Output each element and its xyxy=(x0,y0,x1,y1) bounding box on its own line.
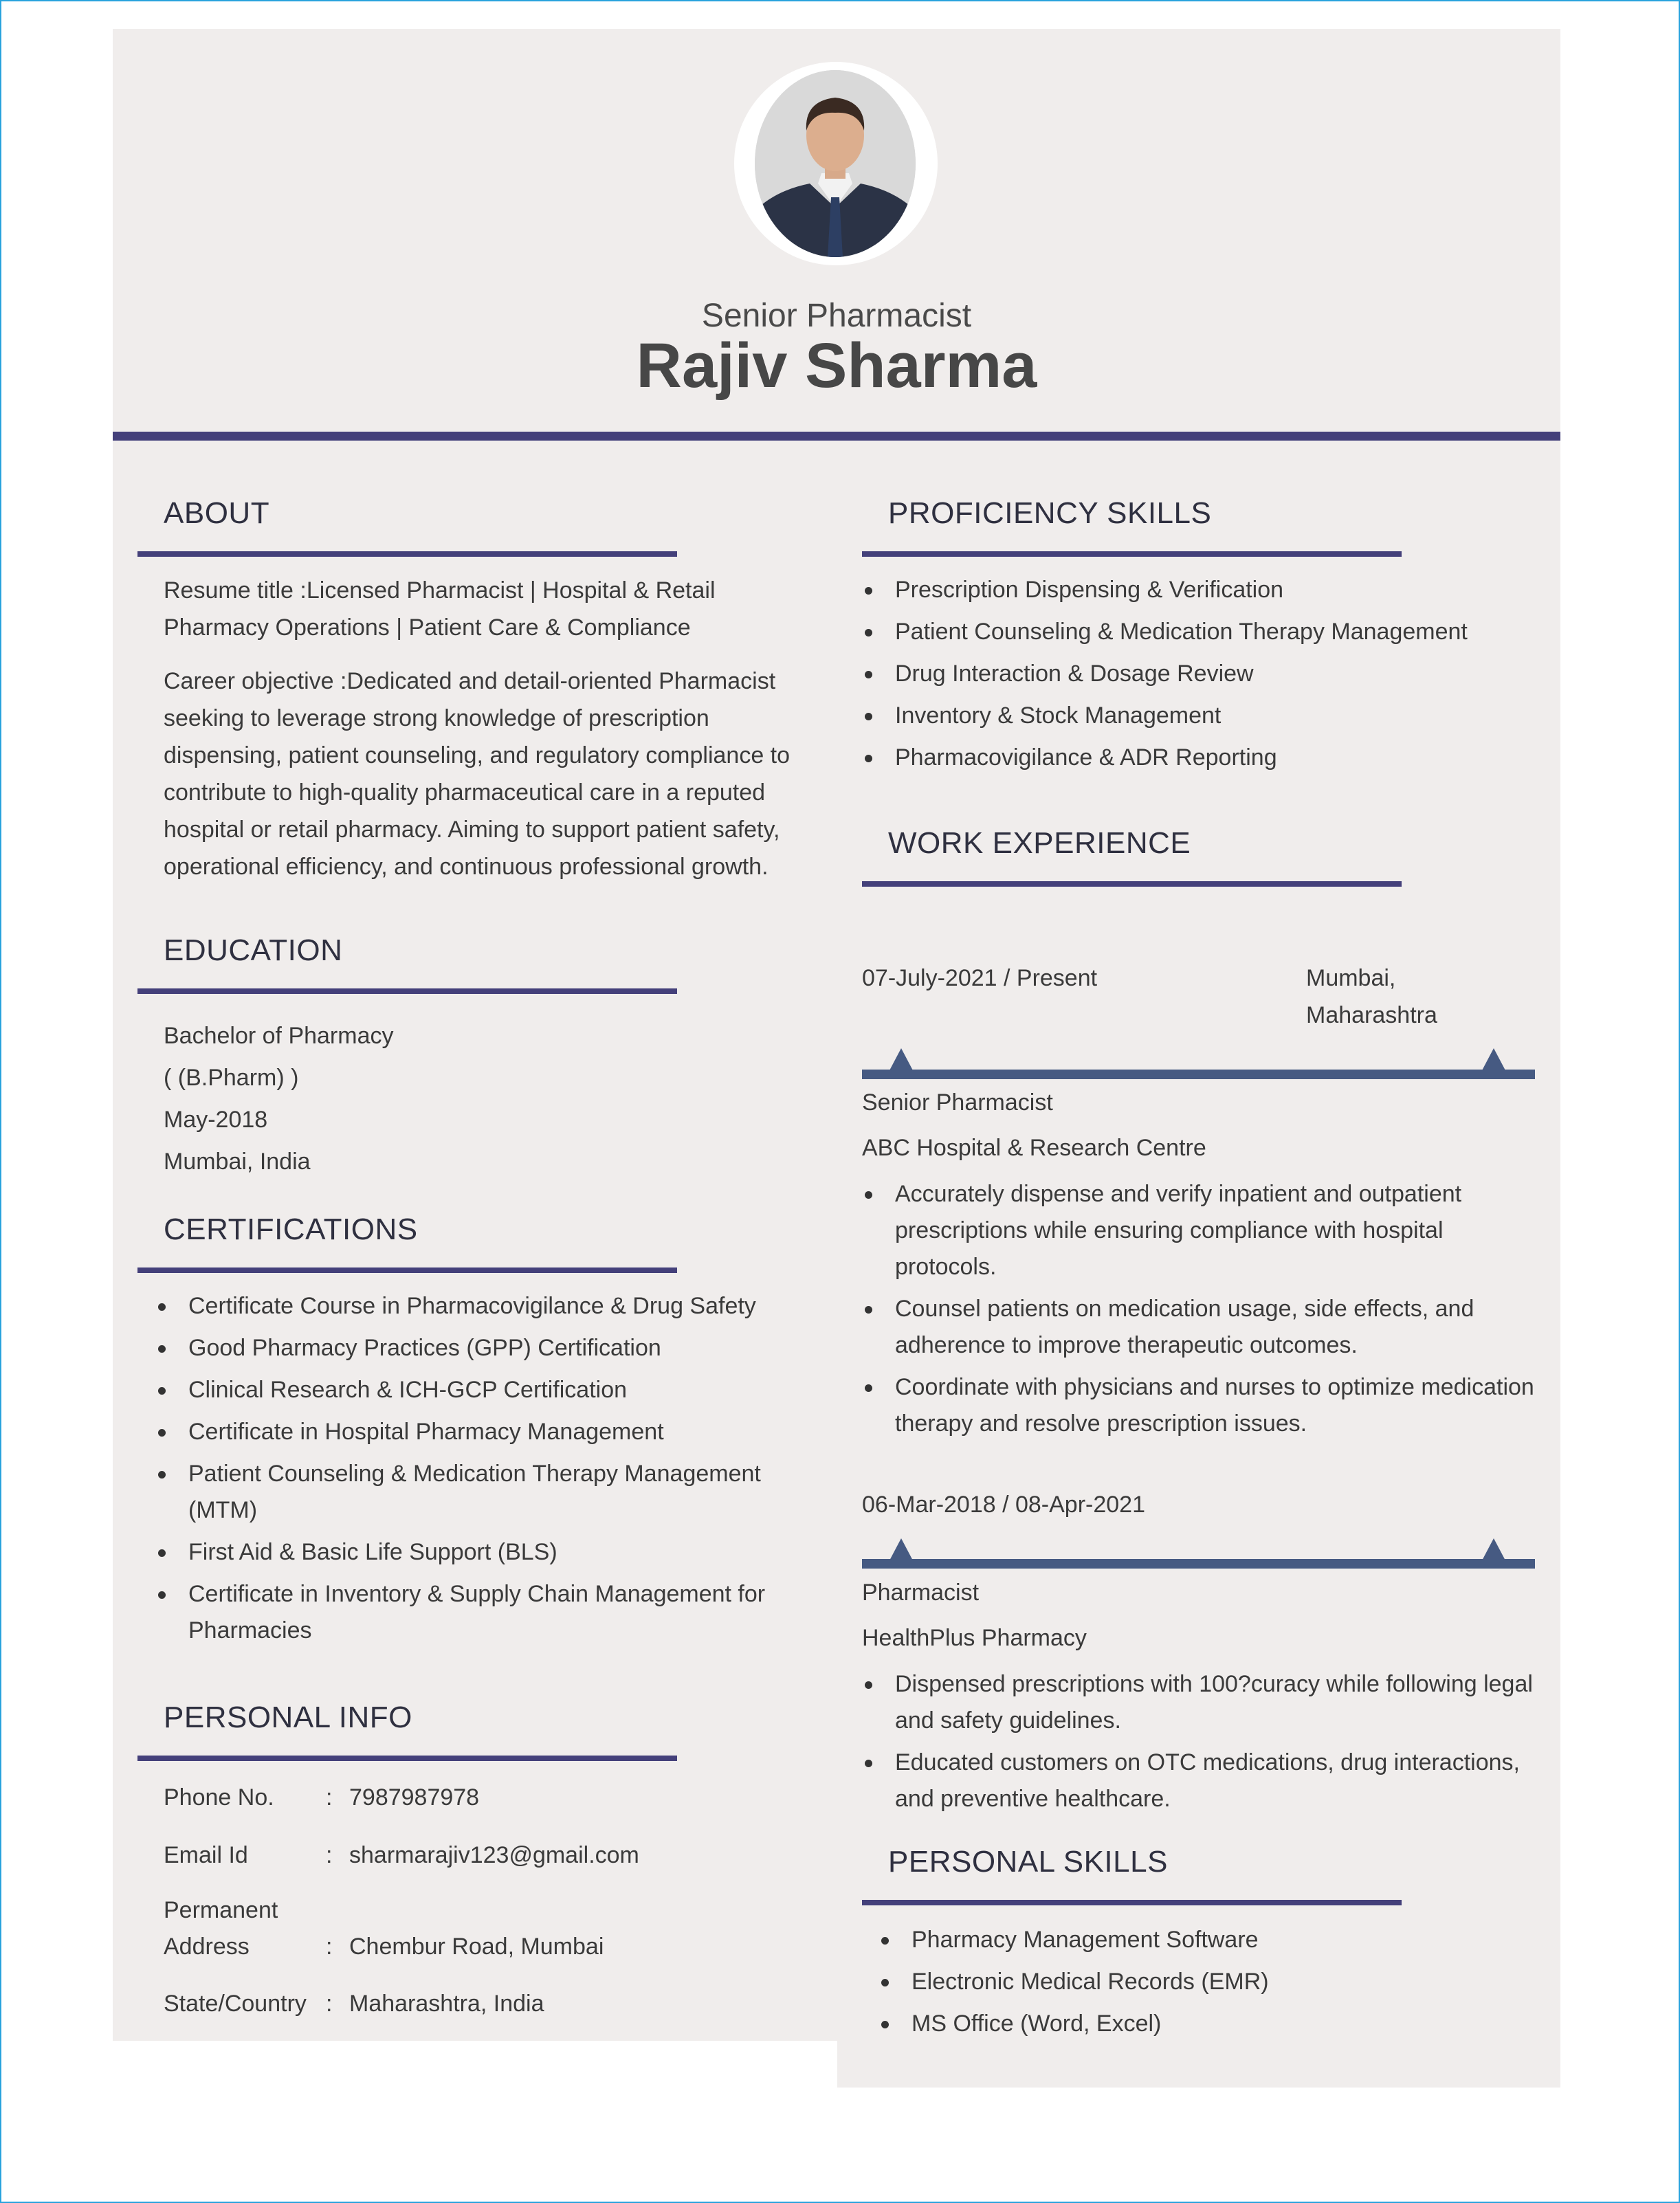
list-item: Prescription Dispensing & Verification xyxy=(862,572,1543,608)
work-experience-rule xyxy=(862,881,1402,887)
phone-colon: : xyxy=(326,1784,333,1811)
proficiency-heading: PROFICIENCY SKILLS xyxy=(888,496,1212,530)
job-location-line1: Mumbai, xyxy=(1306,965,1396,991)
email-label: Email Id xyxy=(164,1842,248,1868)
list-item: Certificate Course in Pharmacovigilance & Drug Safety xyxy=(155,1288,795,1325)
list-item: Counsel patients on medication usage, side effects, and adherence to improve therapeutic outcomes. xyxy=(862,1291,1536,1364)
phone-value: 7987987978 xyxy=(349,1784,480,1811)
proficiency-rule xyxy=(862,551,1402,557)
education-abbr: ( (B.Pharm) ) xyxy=(164,1065,299,1091)
resume-title: Resume title :Licensed Pharmacist | Hospital & Retail Pharmacy Operations | Patient Care & Compliance xyxy=(164,577,716,641)
list-item: Dispensed prescriptions with 100?curacy while following legal and safety guidelines. xyxy=(862,1666,1536,1739)
personal-info-heading: PERSONAL INFO xyxy=(164,1701,412,1734)
list-item: Accurately dispense and verify inpatient and outpatient prescriptions while ensuring compliance with hospital protocols. xyxy=(862,1176,1536,1285)
job-duties-list xyxy=(862,1666,1536,1823)
list-item: Certificate in Hospital Pharmacy Management xyxy=(155,1414,795,1450)
about-heading: ABOUT xyxy=(164,496,270,530)
job-company: ABC Hospital & Research Centre xyxy=(862,1135,1206,1161)
list-item: First Aid & Basic Life Support (BLS) xyxy=(155,1534,795,1571)
header-divider xyxy=(113,432,1560,441)
list-item: Coordinate with physicians and nurses to optimize medication therapy and resolve prescription issues. xyxy=(862,1369,1536,1442)
list-item: Clinical Research & ICH-GCP Certification xyxy=(155,1372,795,1408)
address-label-line1: Permanent xyxy=(164,1897,278,1923)
personal-skills-list xyxy=(878,1922,1497,2048)
career-objective: Career objective :Dedicated and detail-oriented Pharmacist seeking to leverage strong knowledge of prescription dispensing, patient counseling, and regulatory compliance to contribute to high-quality pharmaceutical care in a reputed hospital or retail pharmacy. Aiming to support patient safety, operational efficiency, and continuous professional growth. xyxy=(164,668,791,880)
list-item: Electronic Medical Records (EMR) xyxy=(878,1964,1497,2000)
personal-skills-heading: PERSONAL SKILLS xyxy=(888,1845,1168,1879)
list-item: Pharmacy Management Software xyxy=(878,1922,1497,1958)
job-dates: 07-July-2021 / Present xyxy=(862,965,1098,991)
work-experience-heading: WORK EXPERIENCE xyxy=(888,826,1191,860)
job-location-line2: Maharashtra xyxy=(1306,1002,1437,1028)
state-label: State/Country xyxy=(164,1991,307,2017)
job-timeline xyxy=(862,1559,1535,1569)
personal-skills-rule xyxy=(862,1900,1402,1905)
list-item: MS Office (Word, Excel) xyxy=(878,2006,1497,2042)
job-duties-list xyxy=(862,1176,1536,1448)
address-colon: : xyxy=(326,1934,333,1960)
personal-info-rule xyxy=(137,1756,677,1761)
job-role: Senior Pharmacist xyxy=(862,1089,1053,1116)
education-rule xyxy=(137,988,677,994)
profile-photo xyxy=(755,70,916,257)
address-value: Chembur Road, Mumbai xyxy=(349,1934,604,1960)
candidate-name: Rajiv Sharma xyxy=(636,331,1037,401)
job-title: Senior Pharmacist xyxy=(701,298,972,334)
email-value: sharmarajiv123@gmail.com xyxy=(349,1842,639,1868)
certifications-list xyxy=(155,1288,795,1654)
certifications-heading: CERTIFICATIONS xyxy=(164,1213,418,1246)
education-date: May-2018 xyxy=(164,1107,268,1133)
education-degree: Bachelor of Pharmacy xyxy=(164,1023,394,1049)
job-company: HealthPlus Pharmacy xyxy=(862,1625,1087,1651)
list-item: Patient Counseling & Medication Therapy Management (MTM) xyxy=(155,1456,795,1529)
list-item: Pharmacovigilance & ADR Reporting xyxy=(862,740,1543,776)
state-colon: : xyxy=(326,1991,333,2017)
job-timeline xyxy=(862,1070,1535,1079)
education-location: Mumbai, India xyxy=(164,1149,311,1175)
job-role: Pharmacist xyxy=(862,1580,980,1606)
address-label-line2: Address xyxy=(164,1934,250,1960)
list-item: Educated customers on OTC medications, drug interactions, and preventive healthcare. xyxy=(862,1745,1536,1817)
list-item: Patient Counseling & Medication Therapy Management xyxy=(862,614,1543,650)
email-colon: : xyxy=(326,1842,333,1868)
education-heading: EDUCATION xyxy=(164,933,343,967)
certifications-rule xyxy=(137,1267,677,1273)
state-value: Maharashtra, India xyxy=(349,1991,544,2017)
list-item: Certificate in Inventory & Supply Chain Management for Pharmacies xyxy=(155,1576,795,1649)
list-item: Drug Interaction & Dosage Review xyxy=(862,656,1543,692)
job-dates: 06-Mar-2018 / 08-Apr-2021 xyxy=(862,1492,1146,1518)
list-item: Inventory & Stock Management xyxy=(862,698,1543,734)
phone-label: Phone No. xyxy=(164,1784,274,1811)
list-item: Good Pharmacy Practices (GPP) Certification xyxy=(155,1330,795,1366)
proficiency-list xyxy=(862,572,1543,782)
about-rule xyxy=(137,551,677,557)
